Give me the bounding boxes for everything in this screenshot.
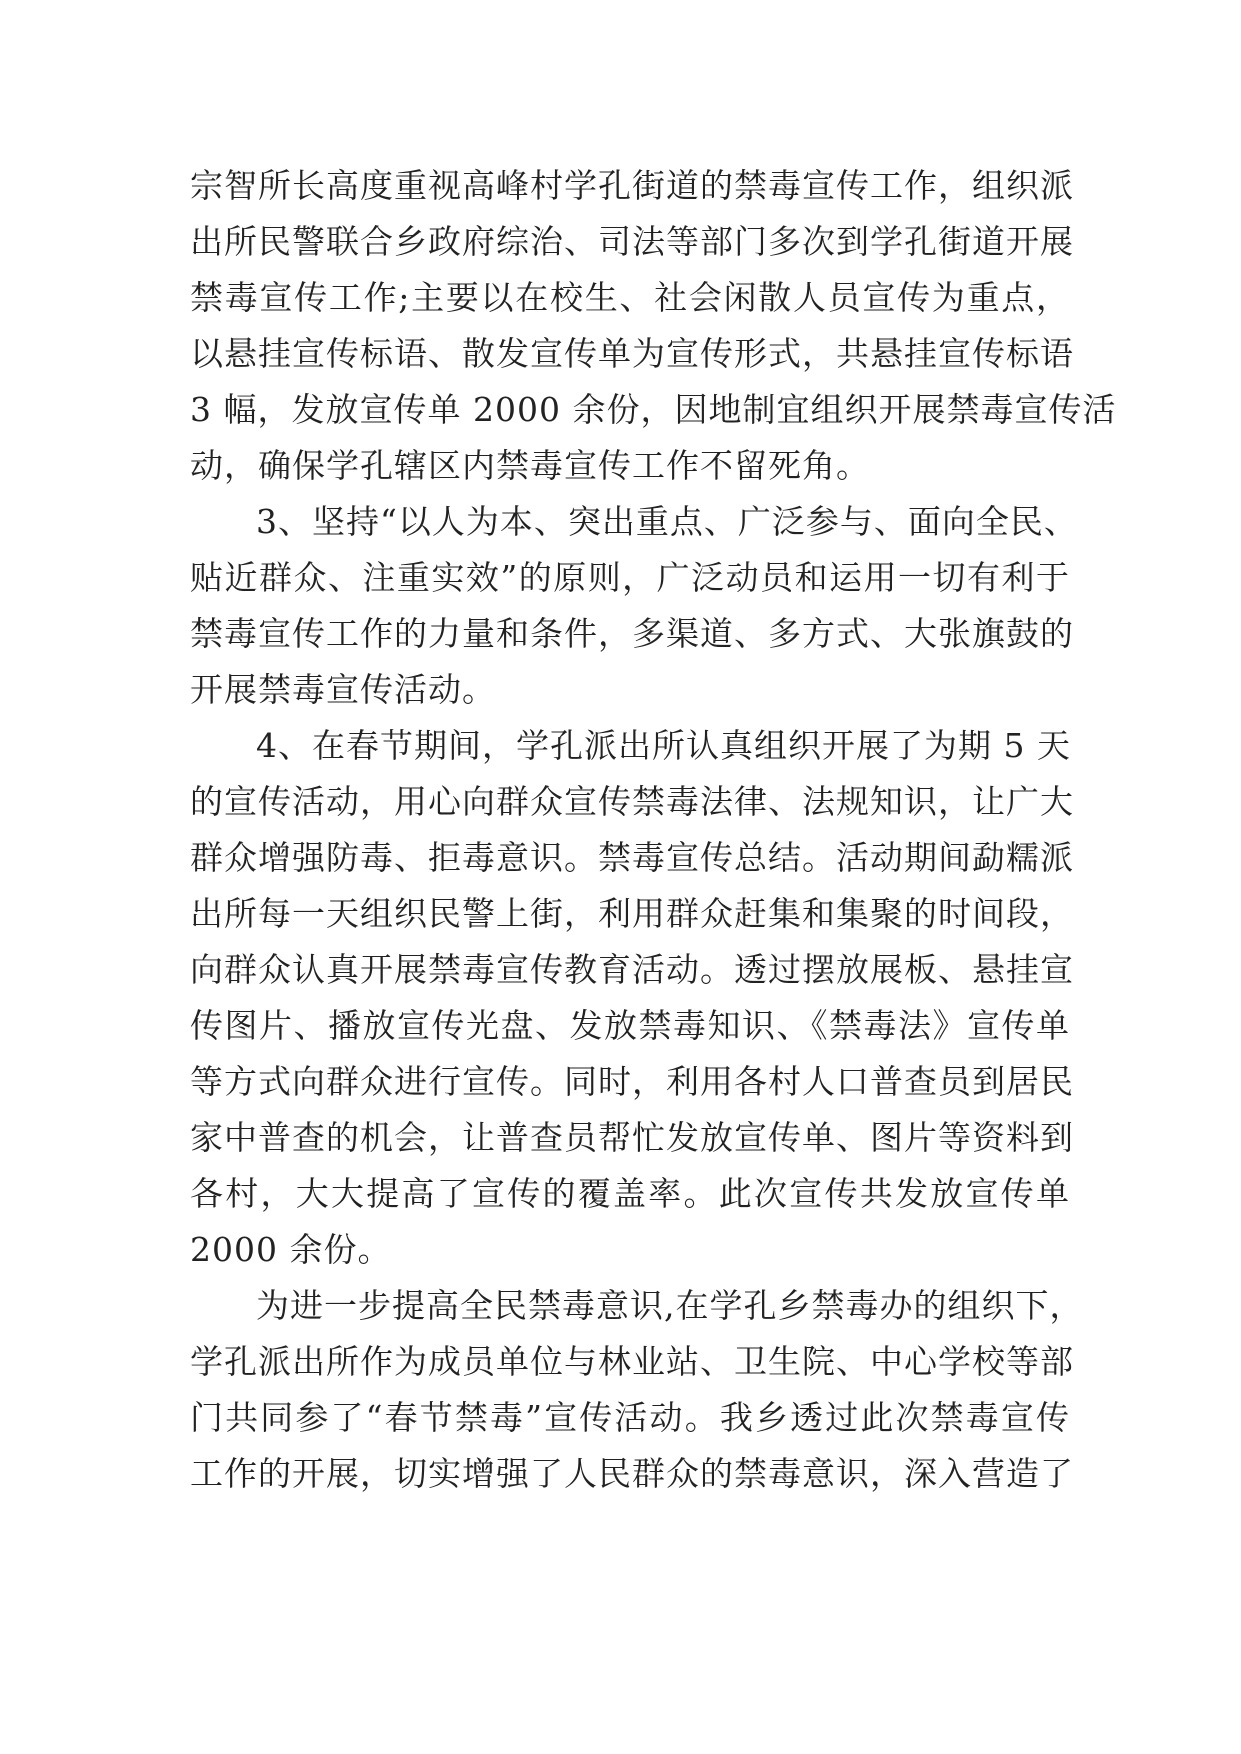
text-line: 2000 余份。 (190, 1230, 392, 1269)
text-line: 家中普查的机会，让普查员帮忙发放宣传单、图片等资料到 (190, 1118, 1074, 1157)
text-line: 学孔派出所作为成员单位与林业站、卫生院、中心学校等部 (190, 1342, 1074, 1381)
body-text (190, 158, 1117, 1502)
text-line: 等方式向群众进行宣传。同时，利用各村人口普查员到居民 (190, 1062, 1074, 1101)
text-line: 4、在春节期间，学孔派出所认真组织开展了为期 5 天 (256, 726, 1071, 765)
text-line: 传图片、播放宣传光盘、发放禁毒知识、《禁毒法》宣传单 (190, 1006, 1070, 1045)
text-line: 以悬挂宣传标语、散发宣传单为宣传形式，共悬挂宣传标语 (190, 334, 1074, 373)
text-line: 3、坚持“以人为本、突出重点、广泛参与、面向全民、 (256, 502, 1078, 541)
text-line: 宗智所长高度重视高峰村学孔街道的禁毒宣传工作，组织派 (190, 166, 1074, 205)
text-line: 3 幅，发放宣传单 2000 余份，因地制宜组织开展禁毒宣传活 (190, 390, 1117, 429)
text-line: 出所民警联合乡政府综治、司法等部门多次到学孔街道开展 (190, 222, 1074, 261)
text-line: 开展禁毒宣传活动。 (190, 670, 496, 709)
text-line: 禁毒宣传工作的力量和条件，多渠道、多方式、大张旗鼓的 (190, 614, 1074, 653)
text-line: 各村，大大提高了宣传的覆盖率。此次宣传共发放宣传单 (190, 1174, 1070, 1213)
text-line: 禁毒宣传工作;主要以在校生、社会闲散人员宣传为重点， (190, 278, 1070, 317)
text-line: 门共同参了“春节禁毒”宣传活动。我乡透过此次禁毒宣传 (190, 1398, 1070, 1437)
text-line: 工作的开展，切实增强了人民群众的禁毒意识，深入营造了 (190, 1454, 1074, 1493)
text-line: 出所每一天组织民警上街，利用群众赶集和集聚的时间段， (190, 894, 1074, 933)
text-line: 向群众认真开展禁毒宣传教育活动。透过摆放展板、悬挂宣 (190, 950, 1074, 989)
text-line: 动，确保学孔辖区内禁毒宣传工作不留死角。 (190, 446, 870, 485)
text-line: 贴近群众、注重实效”的原则，广泛动员和运用一切有利于 (190, 558, 1070, 597)
text-line: 群众增强防毒、拒毒意识。禁毒宣传总结。活动期间勐糯派 (190, 838, 1074, 877)
text-line: 的宣传活动，用心向群众宣传禁毒法律、法规知识，让广大 (190, 782, 1074, 821)
text-line: 为进一步提高全民禁毒意识,在学孔乡禁毒办的组织下， (256, 1286, 1084, 1325)
